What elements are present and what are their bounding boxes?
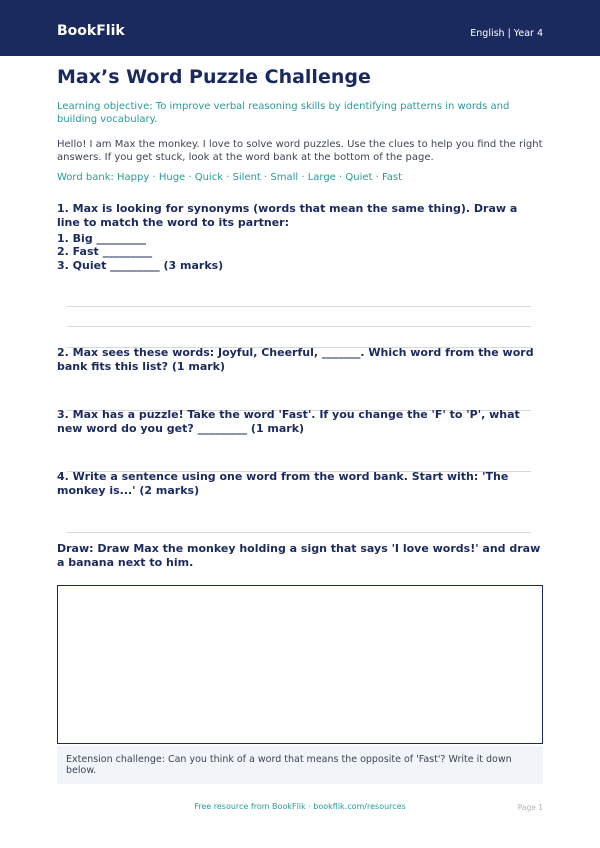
brand-logo[interactable]: BookFlik: [57, 23, 125, 39]
page-title: Max’s Word Puzzle Challenge: [57, 66, 371, 88]
question-1-item-quiet: 3. Quiet _________ (3 marks): [57, 259, 224, 272]
question-3: 3. Max has a puzzle! Take the word 'Fast'. If you change the 'F' to 'P', what new word do you get? _________ (1 mark): [57, 408, 520, 435]
page-number: Page 1: [517, 803, 543, 812]
question-2: 2. Max sees these words: Joyful, Cheerful, _______. Which word from the word bank fits this list? (1 mark): [57, 346, 534, 373]
extension-text: Extension challenge: Can you think of a word that means the opposite of 'Fast'? Write it down below.: [66, 754, 512, 776]
drawing-box[interactable]: [57, 585, 543, 744]
draw-prompt: Draw: Draw Max the monkey holding a sign that says 'I love words!' and draw a banana next to him.: [57, 542, 541, 569]
header-bar: [0, 0, 600, 56]
question-1-item-fast: 2. Fast _________: [57, 245, 153, 258]
answer-line[interactable]: [67, 532, 531, 533]
extension-challenge: [57, 746, 543, 784]
word-bank: Word bank: Happy · Huge · Quick · Silent · Small · Large · Quiet · Fast: [57, 172, 403, 183]
footer-resource-link[interactable]: Free resource from BookFlik · bookflik.com/resources: [194, 802, 406, 811]
answer-line[interactable]: [67, 326, 531, 327]
intro-text: Hello! I am Max the monkey. I love to solve word puzzles. Use the clues to help you find the right answers. If you get stuck, look at the word bank at the bottom of the page.: [57, 139, 543, 163]
question-1-prompt: 1. Max is looking for synonyms (words that mean the same thing). Draw a line to match the word to its partner:: [57, 202, 518, 229]
question-4: 4. Write a sentence using one word from the word bank. Start with: 'The monkey is...' (2 marks): [57, 470, 509, 497]
learning-objective: Learning objective: To improve verbal reasoning skills by identifying patterns in words and building vocabulary.: [57, 101, 510, 125]
subject-year-label: English | Year 4: [470, 28, 543, 39]
answer-line[interactable]: [67, 306, 531, 307]
question-1-item-big: 1. Big _________: [57, 232, 147, 245]
